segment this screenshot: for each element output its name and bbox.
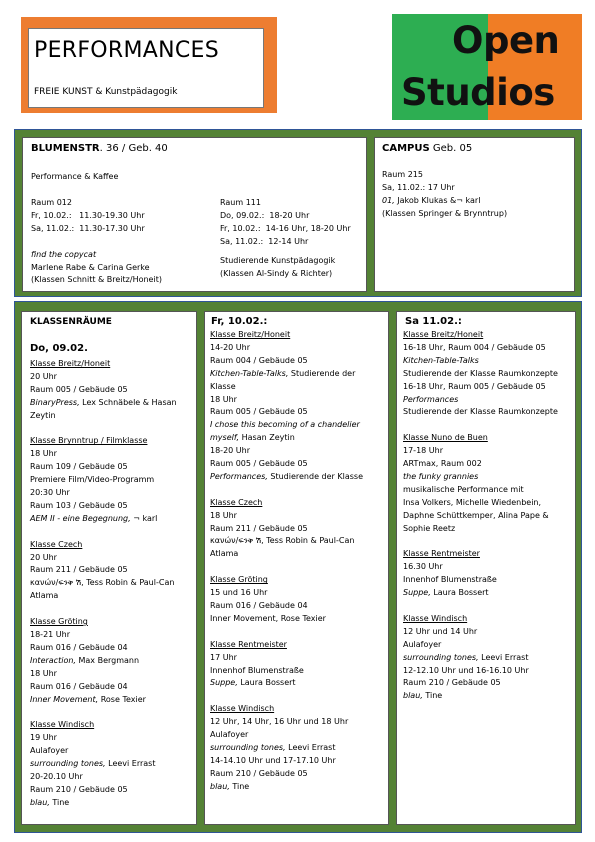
schedule-line: 18-20 Uhr xyxy=(210,446,251,456)
blumenstrasse-right-column xyxy=(220,197,351,280)
schedule-line: Raum 005 / Gebäude 05 xyxy=(210,459,308,469)
class-name: Klasse Rentmeister xyxy=(210,639,287,649)
schedule-entry xyxy=(210,329,363,484)
schedule-line: ARTmax, Raum 002 xyxy=(403,459,482,469)
schedule-line: 18 Uhr xyxy=(210,510,237,520)
schedule-line: 16-18 Uhr, Raum 005 / Gebäude 05 xyxy=(403,381,546,391)
schedule-line: AEM II - eine Begegnung, ¬ karl xyxy=(30,513,158,523)
schedule-line: 18 Uhr xyxy=(30,668,57,678)
schedule-line: Studierende der Klasse Raumkonzepte xyxy=(403,407,558,417)
schedule-line: Raum 103 / Gebäude 05 xyxy=(30,500,128,510)
schedule-line: Performances xyxy=(403,394,459,404)
schedule-line: Insa Volkers, Michelle Wiedenbein, xyxy=(403,497,542,507)
schedule-line: Inner Movement, Rose Texier xyxy=(210,613,326,623)
schedule-entry xyxy=(403,329,558,419)
class-name: Klasse Gröting xyxy=(30,617,88,627)
day-heading-friday: Fr, 10.02.: xyxy=(211,316,268,327)
schedule-line: Suppe, Laura Bossert xyxy=(210,678,296,688)
schedule-entry xyxy=(30,719,177,809)
schedule-line: surrounding tones, Leevi Errast xyxy=(30,759,156,769)
class-name: Klasse Windisch xyxy=(210,704,275,714)
schedule-line: Raum 109 / Gebäude 05 xyxy=(30,462,128,472)
logo-word-open: Open xyxy=(452,19,560,62)
schedule-line: 18-21 Uhr xyxy=(30,629,71,639)
schedule-line: Premiere Film/Video-Programm xyxy=(30,475,155,485)
schedule-line: I chose this becoming of a chandelier xyxy=(210,420,360,430)
schedule-entry xyxy=(210,574,363,626)
friday-schedule xyxy=(210,329,363,794)
schedule-line: surrounding tones, Leevi Errast xyxy=(210,742,336,752)
schedule-line: myself, Hasan Zeytin xyxy=(210,433,295,443)
time-line: Sa, 11.02.: 17 Uhr xyxy=(382,182,455,192)
schedule-line: 17-18 Uhr xyxy=(403,446,444,456)
time-line: Fr, 10.02.: 14-16 Uhr, 18-20 Uhr xyxy=(220,223,351,233)
schedule-line: κανών/ፍንቅ ሽ, Tess Robin & Paul-Can xyxy=(210,536,355,546)
class-name: Klasse Nuno de Buen xyxy=(403,433,488,443)
schedule-line: Kitchen-Table-Talks, Studierende der xyxy=(210,368,356,378)
time-line: Sa, 11.02.: 12-14 Uhr xyxy=(220,236,309,246)
schedule-line: Aulafoyer xyxy=(403,639,442,649)
page-subtitle: FREIE KUNST & Kunstpädagogik xyxy=(34,87,178,97)
saturday-schedule xyxy=(403,329,558,703)
time-line: Do, 09.02.: 18-20 Uhr xyxy=(220,210,310,220)
schedule-line: BinaryPress, Lex Schnäbele & Hasan xyxy=(30,397,177,407)
logo-word-studios: Studios xyxy=(401,71,555,114)
schedule-line: 20 Uhr xyxy=(30,371,57,381)
room-label: Raum 012 xyxy=(31,198,72,207)
schedule-line: 19 Uhr xyxy=(30,733,57,743)
class-name: Klasse Breitz/Honeit xyxy=(210,330,291,339)
schedule-line: Kitchen-Table-Talks xyxy=(403,355,479,365)
class-names: (Klassen Schnitt & Breitz/Honeit) xyxy=(31,275,162,285)
blumenstrasse-intro: Performance & Kaffee xyxy=(31,172,119,181)
schedule-line: 16-18 Uhr, Raum 004 / Gebäude 05 xyxy=(403,342,546,352)
artist-names: Studierende Kunstpädagogik xyxy=(220,255,336,265)
page-title: PERFORMANCES xyxy=(34,38,220,63)
klassenraeume-heading: KLASSENRÄUME xyxy=(30,317,112,327)
schedule-entry xyxy=(403,613,558,703)
schedule-line: 20 Uhr xyxy=(30,552,57,562)
work-title: find the copycat xyxy=(31,249,97,259)
schedule-entry xyxy=(210,703,363,793)
schedule-line: musikalische Performance mit xyxy=(403,484,524,494)
class-name: Klasse Gröting xyxy=(210,575,268,585)
schedule-entry xyxy=(30,358,177,423)
schedule-line: blau, Tine xyxy=(30,797,70,807)
class-name: Klasse Brynntrup / Filmklasse xyxy=(30,436,148,446)
blumenstrasse-heading: BLUMENSTR. 36 / Geb. 40 xyxy=(31,143,168,154)
schedule-line: Daphne Schüttkemper, Alina Pape & xyxy=(403,510,549,520)
schedule-entry xyxy=(403,432,558,535)
schedule-line: Raum 005 / Gebäude 05 xyxy=(30,384,128,394)
schedule-line: 16.30 Uhr xyxy=(403,562,443,572)
schedule-line: 12 Uhr und 14 Uhr xyxy=(403,626,478,636)
work-line: 01, Jakob Klukas &¬ karl xyxy=(382,195,481,205)
schedule-entry xyxy=(403,548,558,600)
schedule-line: 17 Uhr xyxy=(210,652,237,662)
campus-heading: CAMPUS Geb. 05 xyxy=(382,143,473,154)
schedule-entry xyxy=(210,639,363,691)
campus-details xyxy=(382,169,507,221)
class-name: Klasse Windisch xyxy=(403,613,468,623)
schedule-line: blau, Tine xyxy=(210,781,250,791)
class-name: Klasse Breitz/Honeit xyxy=(403,330,484,339)
schedule-line: Aulafoyer xyxy=(210,730,249,740)
schedule-line: 15 und 16 Uhr xyxy=(210,588,268,598)
schedule-entry xyxy=(30,616,177,706)
thursday-schedule xyxy=(30,358,177,810)
day-heading-saturday: Sa 11.02.: xyxy=(405,316,462,327)
schedule-line: Raum 210 / Gebäude 05 xyxy=(210,768,308,778)
schedule-entry xyxy=(210,497,363,562)
schedule-entry xyxy=(30,435,177,525)
time-line: Fr, 10.02.: 11.30-19.30 Uhr xyxy=(31,210,145,220)
schedule-line: Raum 211 / Gebäude 05 xyxy=(210,523,308,533)
room-label: Raum 111 xyxy=(220,198,261,207)
schedule-line: Raum 210 / Gebäude 05 xyxy=(403,678,501,688)
schedule-line: Raum 005 / Gebäude 05 xyxy=(210,407,308,417)
artist-names: Marlene Rabe & Carina Gerke xyxy=(31,262,150,272)
class-name: Klasse Czech xyxy=(30,539,83,549)
schedule-line: 12 Uhr, 14 Uhr, 16 Uhr und 18 Uhr xyxy=(210,717,349,727)
schedule-line: Raum 016 / Gebäude 04 xyxy=(30,681,128,691)
room-label: Raum 215 xyxy=(382,170,423,179)
schedule-line: blau, Tine xyxy=(403,691,443,701)
schedule-line: Klasse xyxy=(210,381,236,391)
schedule-line: Zeytin xyxy=(30,410,56,420)
schedule-line: 18 Uhr xyxy=(210,394,237,404)
schedule-line: 14-14.10 Uhr und 17-17.10 Uhr xyxy=(210,755,336,765)
schedule-line: Interaction, Max Bergmann xyxy=(30,655,140,665)
schedule-line: 12-12.10 Uhr und 16-16.10 Uhr xyxy=(403,665,529,675)
schedule-line: Studierende der Klasse Raumkonzepte xyxy=(403,368,558,378)
schedule-line: Innenhof Blumenstraße xyxy=(210,665,304,675)
schedule-line: Sophie Reetz xyxy=(403,523,456,533)
schedule-line: Raum 016 / Gebäude 04 xyxy=(30,642,128,652)
schedule-line: Atlama xyxy=(210,549,239,559)
schedule-line: Inner Movement, Rose Texier xyxy=(30,694,146,704)
schedule-line: 20-20.10 Uhr xyxy=(30,771,83,781)
class-name: Klasse Windisch xyxy=(30,720,95,730)
schedule-line: 18 Uhr xyxy=(30,449,57,459)
schedule-line: Aulafoyer xyxy=(30,746,69,756)
schedule-line: Raum 004 / Gebäude 05 xyxy=(210,355,308,365)
blumenstrasse-left-column xyxy=(31,197,162,287)
time-line: Sa, 11.02.: 11.30-17.30 Uhr xyxy=(31,223,145,233)
schedule-line: Raum 211 / Gebäude 05 xyxy=(30,565,128,575)
class-name: Klasse Breitz/Honeit xyxy=(30,359,111,368)
schedule-line: the funky grannies xyxy=(403,471,479,481)
schedule-line: Atlama xyxy=(30,591,59,601)
schedule-line: 20:30 Uhr xyxy=(30,488,70,498)
schedule-line: Raum 210 / Gebäude 05 xyxy=(30,784,128,794)
day-heading-thursday: Do, 09.02. xyxy=(30,343,88,354)
schedule-line: κανών/ፍንቅ ሽ, Tess Robin & Paul-Can xyxy=(30,578,175,588)
class-names: (Klassen Springer & Brynntrup) xyxy=(382,208,508,218)
schedule-entry xyxy=(30,539,177,604)
schedule-line: 14-20 Uhr xyxy=(210,342,251,352)
schedule-line: surrounding tones, Leevi Errast xyxy=(403,652,529,662)
schedule-line: Performances, Studierende der Klasse xyxy=(210,471,364,481)
class-name: Klasse Czech xyxy=(210,497,263,507)
class-names: (Klassen Al-Sindy & Richter) xyxy=(220,268,333,278)
schedule-line: Innenhof Blumenstraße xyxy=(403,575,497,585)
class-name: Klasse Rentmeister xyxy=(403,549,480,559)
schedule-line: Suppe, Laura Bossert xyxy=(403,588,489,598)
schedule-line: Raum 016 / Gebäude 04 xyxy=(210,601,308,610)
